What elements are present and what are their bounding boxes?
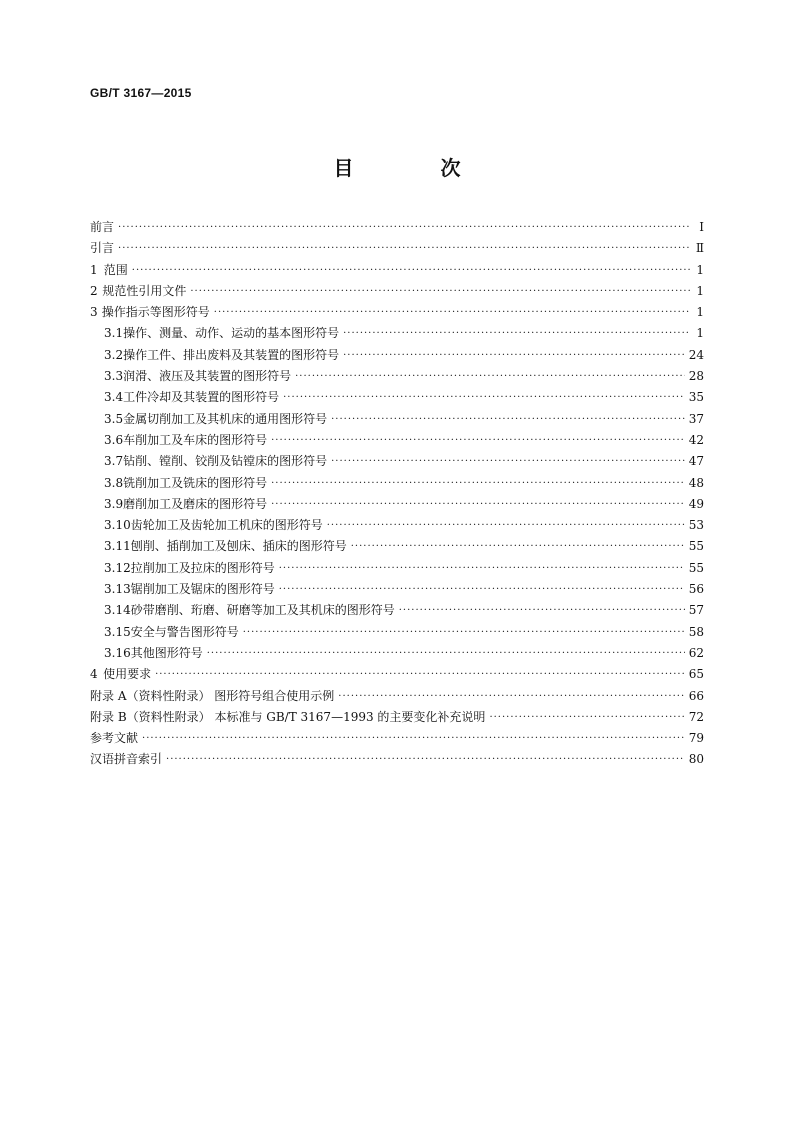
toc-entry[interactable] <box>90 686 704 707</box>
toc-entry-page: 1 <box>696 262 704 277</box>
toc-entry-page: 37 <box>688 411 704 426</box>
toc-entry-page: 55 <box>688 560 704 575</box>
toc-entry-label: 汉语拼音索引 <box>90 752 163 767</box>
toc-entry[interactable] <box>90 345 704 366</box>
toc-entry-page: 72 <box>688 709 704 724</box>
dot-leader <box>271 473 685 494</box>
toc-entry-number: 3.8 <box>104 475 124 490</box>
toc-entry[interactable] <box>90 643 704 664</box>
dot-leader <box>214 302 690 323</box>
toc-entry[interactable] <box>90 387 704 408</box>
toc-entry-page: Ⅰ <box>699 220 704 234</box>
toc-entry[interactable] <box>90 451 704 472</box>
toc-entry-page: 28 <box>688 369 704 384</box>
toc-entry-page: 35 <box>688 390 704 405</box>
toc-entry-label: 齿轮加工及齿轮加工机床的图形符号 <box>130 518 323 533</box>
toc-entry-label: 铣削加工及铣床的图形符号 <box>123 475 268 490</box>
toc-entry[interactable] <box>90 515 704 536</box>
toc-entry[interactable] <box>90 430 704 451</box>
toc-entry-label: 拉削加工及拉床的图形符号 <box>130 560 275 575</box>
dot-leader <box>331 451 685 472</box>
toc-entry-number: 3.12 <box>104 560 131 575</box>
toc-entry-page: 42 <box>688 432 704 447</box>
toc-entry-label: 前言 <box>90 220 115 234</box>
toc-entry[interactable] <box>90 366 704 387</box>
toc-entry-page: 49 <box>688 496 704 511</box>
toc-entry[interactable] <box>90 664 704 685</box>
toc-entry-page: 1 <box>696 283 704 298</box>
dot-leader <box>279 558 685 579</box>
toc-entry-page: 48 <box>688 475 704 490</box>
toc-entry-label: 附录 A（资料性附录） 图形符号组合使用示例 <box>90 688 335 703</box>
toc-entry-label: 其他图形符号 <box>130 645 203 660</box>
toc-entry-label: 润滑、液压及其装置的图形符号 <box>123 369 292 384</box>
dot-leader <box>207 643 685 664</box>
toc-entry-page: 1 <box>696 326 704 341</box>
toc-entry-page: 1 <box>696 305 704 320</box>
toc-entry-label: 操作工件、排出废料及其装置的图形符号 <box>123 347 340 362</box>
toc-entry[interactable] <box>90 323 704 344</box>
toc-entry-page: 66 <box>688 688 704 703</box>
toc-entry[interactable] <box>90 302 704 323</box>
toc-entry-label: 范围 <box>103 262 128 277</box>
toc-entry[interactable] <box>90 558 704 579</box>
toc-entry-number: 3.2 <box>104 347 124 362</box>
toc-entry-page: 53 <box>688 518 704 533</box>
toc-entry[interactable] <box>90 409 704 430</box>
dot-leader <box>271 494 685 515</box>
toc-entry-number: 2 <box>90 283 98 298</box>
toc-entry[interactable] <box>90 707 704 728</box>
toc-entry-page: 58 <box>688 624 704 639</box>
toc-entry-number: 3.4 <box>104 390 124 405</box>
toc-entry-number: 4 <box>90 667 98 682</box>
dot-leader <box>338 686 684 707</box>
toc-entry-page: 55 <box>688 539 704 554</box>
toc-entry-page: 65 <box>688 667 704 682</box>
toc-entry-number: 3.13 <box>104 582 131 597</box>
toc-entry-number: 3.3 <box>104 369 124 384</box>
toc-entry-number: 1 <box>90 262 98 277</box>
dot-leader <box>399 600 685 621</box>
toc-entry[interactable] <box>90 728 704 749</box>
toc-entry-label: 附录 B（资料性附录） 本标准与 GB/T 3167—1993 的主要变化补充说明 <box>90 709 486 724</box>
toc-entry-label: 使用要求 <box>103 667 152 682</box>
toc-entry[interactable] <box>90 536 704 557</box>
toc-entry-page: 79 <box>688 731 704 746</box>
toc-entry-number: 3.10 <box>104 518 131 533</box>
toc-entry-number: 3.5 <box>104 411 124 426</box>
toc-entry[interactable] <box>90 600 704 621</box>
toc-entry-number: 3.7 <box>104 454 124 469</box>
dot-leader <box>190 281 690 302</box>
standard-number: GB/T 3167—2015 <box>90 86 192 100</box>
toc-entry-number: 3.15 <box>104 624 131 639</box>
toc-entry-label: 锯削加工及锯床的图形符号 <box>130 582 275 597</box>
toc-entry[interactable] <box>90 473 704 494</box>
dot-leader <box>295 366 685 387</box>
toc-entry-label: 工件冷却及其装置的图形符号 <box>123 390 280 405</box>
toc-entry-label: 砂带磨削、珩磨、研磨等加工及其机床的图形符号 <box>130 603 395 618</box>
toc-entry-label: 引言 <box>90 241 115 256</box>
toc-entry-label: 刨削、插削加工及刨床、插床的图形符号 <box>130 539 347 554</box>
toc-entry-number: 3.16 <box>104 645 131 660</box>
toc-entry-page: 80 <box>688 752 704 767</box>
table-of-contents <box>90 217 704 771</box>
toc-entry-page: 56 <box>688 582 704 597</box>
dot-leader <box>243 622 685 643</box>
toc-entry[interactable] <box>90 622 704 643</box>
dot-leader <box>331 409 685 430</box>
toc-entry[interactable] <box>90 281 704 302</box>
toc-entry-label: 车削加工及车床的图形符号 <box>123 432 268 447</box>
toc-entry-page: Ⅱ <box>695 241 704 256</box>
dot-leader <box>118 238 690 259</box>
dot-leader <box>132 260 690 281</box>
toc-entry-page: 24 <box>688 347 704 362</box>
dot-leader <box>279 579 685 600</box>
page-title: 目 次 <box>333 156 501 180</box>
toc-entry-page: 62 <box>688 645 704 660</box>
toc-entry-label: 规范性引用文件 <box>102 283 187 298</box>
toc-entry-label: 操作、测量、动作、运动的基本图形符号 <box>123 326 340 341</box>
toc-entry-number: 3.11 <box>104 539 131 554</box>
toc-entry-number: 3 <box>90 305 98 320</box>
toc-entry-label: 安全与警告图形符号 <box>130 624 239 639</box>
toc-entry[interactable] <box>90 579 704 600</box>
dot-leader <box>155 664 685 685</box>
toc-entry[interactable] <box>90 217 704 238</box>
dot-leader <box>166 749 685 770</box>
toc-entry-number: 3.9 <box>104 496 124 511</box>
toc-entry[interactable] <box>90 238 704 259</box>
dot-leader <box>343 345 685 366</box>
toc-entry-number: 3.14 <box>104 603 131 618</box>
toc-entry-number: 3.6 <box>104 432 124 447</box>
toc-entry-label: 磨削加工及磨床的图形符号 <box>123 496 268 511</box>
toc-entry-label: 钻削、镗削、铰削及钻镗床的图形符号 <box>123 454 328 469</box>
toc-entry-page: 57 <box>688 603 704 618</box>
toc-entry[interactable] <box>90 260 704 281</box>
toc-entry-label: 操作指示等图形符号 <box>101 305 210 320</box>
toc-entry-label: 参考文献 <box>90 731 139 746</box>
dot-leader <box>271 430 685 451</box>
toc-entry-page: 47 <box>688 454 704 469</box>
dot-leader <box>283 387 685 408</box>
toc-entry-number: 3.1 <box>104 326 124 341</box>
dot-leader <box>489 707 684 728</box>
dot-leader <box>327 515 685 536</box>
dot-leader <box>343 323 690 344</box>
toc-entry-label: 金属切削加工及其机床的通用图形符号 <box>123 411 328 426</box>
toc-entry[interactable] <box>90 494 704 515</box>
toc-entry[interactable] <box>90 749 704 770</box>
dot-leader <box>351 536 685 557</box>
dot-leader <box>118 217 690 238</box>
dot-leader <box>142 728 685 749</box>
